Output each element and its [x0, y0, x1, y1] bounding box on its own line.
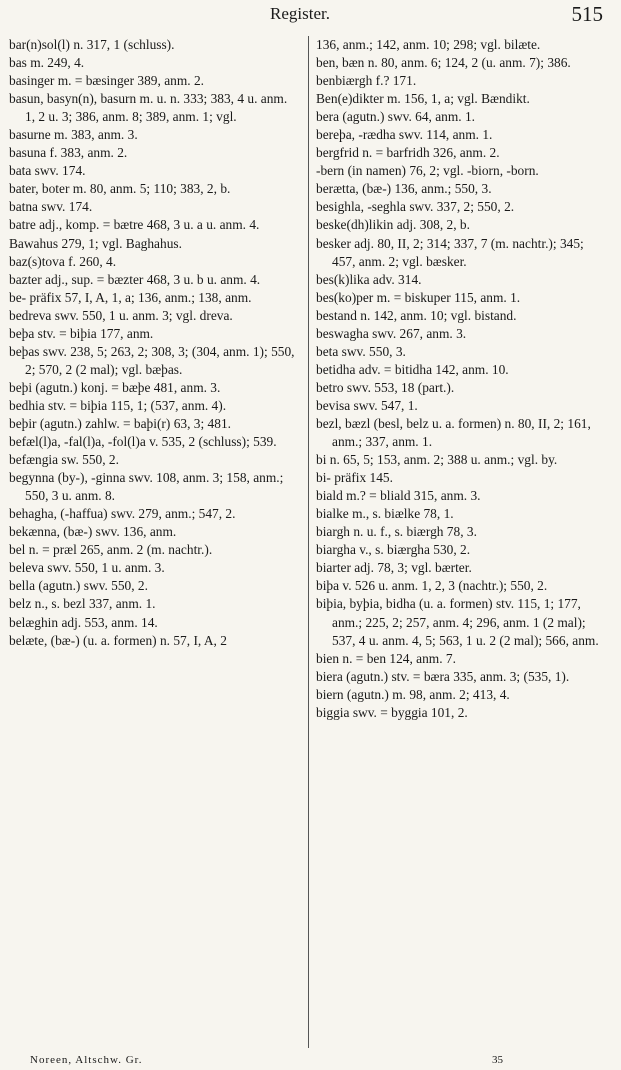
register-entry: biald m.? = bliald 315, anm. 3. — [316, 488, 481, 504]
register-entry: betro swv. 553, 18 (part.). — [316, 379, 455, 395]
register-entry: bera (agutn.) swv. 64, anm. 1. — [316, 109, 476, 125]
left-column — [9, 36, 299, 650]
register-entry: Bawahus 279, 1; vgl. Baghahus. — [9, 235, 182, 251]
register-entry: biargha v., s. biærgha 530, 2. — [316, 542, 471, 558]
register-entry: berætta, (bæ-) 136, anm.; 550, 3. — [316, 181, 492, 197]
register-entry: beþa stv. = biþia 177, anm. — [9, 325, 154, 341]
register-entry: beleva swv. 550, 1 u. anm. 3. — [9, 560, 165, 576]
page-header — [0, 4, 621, 30]
register-entry: basinger m. = bæsinger 389, anm. 2. — [9, 73, 204, 89]
page-number: 515 — [571, 2, 603, 26]
register-entry: befæl(l)a, -fal(l)a, -fol(l)a v. 535, 2 (schluss); 539. — [9, 434, 277, 450]
register-entry: bereþa, -rædha swv. 114, anm. 1. — [316, 127, 493, 143]
register-entry: bes(ko)per m. = biskuper 115, anm. 1. — [316, 289, 521, 305]
register-entry: be- präfix 57, I, A, 1, a; 136, anm.; 138, anm. — [9, 289, 252, 305]
register-entry: bata swv. 174. — [9, 163, 86, 179]
register-entry: biggia swv. = byggia 101, 2. — [316, 704, 468, 720]
register-entry: beta swv. 550, 3. — [316, 343, 406, 359]
register-entry: belæte, (bæ-) (u. a. formen) n. 57, I, A, 2 — [9, 632, 227, 648]
register-entry: bedreva swv. 550, 1 u. anm. 3; vgl. dreva. — [9, 307, 233, 323]
register-entry: biern (agutn.) m. 98, anm. 2; 413, 4. — [316, 686, 510, 702]
register-entry: bien n. = ben 124, anm. 7. — [316, 650, 456, 666]
register-entry: beþir (agutn.) zahlw. = baþi(r) 63, 3; 481. — [9, 415, 231, 431]
register-entry: 136, anm.; 142, anm. 10; 298; vgl. bilæte. — [316, 37, 541, 52]
register-entry: baz(s)tova f. 260, 4. — [9, 253, 117, 269]
register-entry: bel n. = præl 265, anm. 2 (m. nachtr.). — [9, 542, 213, 558]
register-entry: beswagha swv. 267, anm. 3. — [316, 325, 467, 341]
register-entry: biþia, byþia, bidha (u. a. formen) stv. 115, 1; 177, anm.; 225, 2; 257, anm. 4; 296, anm. 1 (2 mal); 537, 4 u. anm. 4, 5; 563, 1 u. 2 (2 mal); 566, anm. — [316, 596, 599, 648]
register-entry: biþa v. 526 u. anm. 1, 2, 3 (nachtr.); 550, 2. — [316, 578, 548, 594]
register-entry: bella (agutn.) swv. 550, 2. — [9, 578, 148, 594]
right-column — [316, 36, 606, 722]
register-entry: bater, boter m. 80, anm. 5; 110; 383, 2, b. — [9, 181, 231, 197]
register-entry: bedhia stv. = biþia 115, 1; (537, anm. 4). — [9, 397, 227, 413]
register-entry: besker adj. 80, II, 2; 314; 337, 7 (m. nachtr.); 345; 457, anm. 2; vgl. bæsker. — [316, 235, 584, 269]
register-entry: Ben(e)dikter m. 156, 1, a; vgl. Bændikt. — [316, 91, 530, 107]
register-entry: biarter adj. 78, 3; vgl. bærter. — [316, 560, 472, 576]
register-entry: bes(k)lika adv. 314. — [316, 271, 422, 287]
footer-author: Noreen, Altschw. Gr. — [30, 1054, 143, 1066]
register-entry: bas m. 249, 4. — [9, 55, 85, 71]
register-entry: beþi (agutn.) konj. = bæþe 481, anm. 3. — [9, 379, 221, 395]
register-entry: begynna (by-), -ginna swv. 108, anm. 3; 158, anm.; 550, 3 u. anm. 8. — [9, 470, 284, 504]
register-entry: befængia sw. 550, 2. — [9, 452, 119, 468]
register-entry: ben, bæn n. 80, anm. 6; 124, 2 (u. anm. 7); 386. — [316, 55, 571, 71]
register-entry: belæghin adj. 553, anm. 14. — [9, 614, 158, 630]
register-entry: bekænna, (bæ-) swv. 136, anm. — [9, 524, 177, 540]
footer-signature: 35 — [492, 1054, 503, 1066]
register-entry: bar(n)sol(l) n. 317, 1 (schluss). — [9, 37, 175, 52]
register-entry: bialke m., s. biælke 78, 1. — [316, 506, 454, 522]
register-entry: basuna f. 383, anm. 2. — [9, 145, 128, 161]
register-entry: -bern (in namen) 76, 2; vgl. -biorn, -born. — [316, 163, 539, 179]
register-entry: basun, basyn(n), basurn m. u. n. 333; 383, 4 u. anm. 1, 2 u. 3; 386, anm. 8; 389, anm. 1; vgl. — [9, 91, 288, 125]
page-footer — [0, 1054, 621, 1068]
register-entry: beþas swv. 238, 5; 263, 2; 308, 3; (304, anm. 1); 550, 2; 570, 2 (2 mal); vgl. bæþas. — [9, 343, 295, 377]
register-entry: bazter adj., sup. = bæzter 468, 3 u. b u. anm. 4. — [9, 271, 261, 287]
register-entry: batna swv. 174. — [9, 199, 93, 215]
register-entry: beske(dh)likin adj. 308, 2, b. — [316, 217, 470, 233]
register-entry: batre adj., komp. = bætre 468, 3 u. a u. anm. 4. — [9, 217, 260, 233]
register-entry: bi- präfix 145. — [316, 470, 393, 486]
register-entry: bezl, bæzl (besl, belz u. a. formen) n. 80, II, 2; 161, anm.; 337, anm. 1. — [316, 415, 591, 450]
page-title: Register. — [270, 4, 330, 23]
register-entry: behagha, (-haffua) swv. 279, anm.; 547, 2. — [9, 506, 236, 522]
register-entry: bi n. 65, 5; 153, anm. 2; 388 u. anm.; vgl. by. — [316, 452, 558, 468]
register-entry: biargh n. u. f., s. biærgh 78, 3. — [316, 524, 477, 540]
register-entry: betidha adv. = bitidha 142, anm. 10. — [316, 361, 509, 377]
register-entry: besighla, -seghla swv. 337, 2; 550, 2. — [316, 199, 515, 215]
register-entry: bevisa swv. 547, 1. — [316, 397, 418, 413]
register-entry: biera (agutn.) stv. = bæra 335, anm. 3; (535, 1). — [316, 668, 570, 684]
column-divider — [308, 36, 309, 1048]
register-entry: basurne m. 383, anm. 3. — [9, 127, 138, 143]
register-entry: bestand n. 142, anm. 10; vgl. bistand. — [316, 307, 517, 323]
register-entry: bergfrid n. = barfridh 326, anm. 2. — [316, 145, 500, 161]
register-entry: benbiærgh f.? 171. — [316, 73, 417, 89]
register-entry: belz n., s. bezl 337, anm. 1. — [9, 596, 156, 612]
